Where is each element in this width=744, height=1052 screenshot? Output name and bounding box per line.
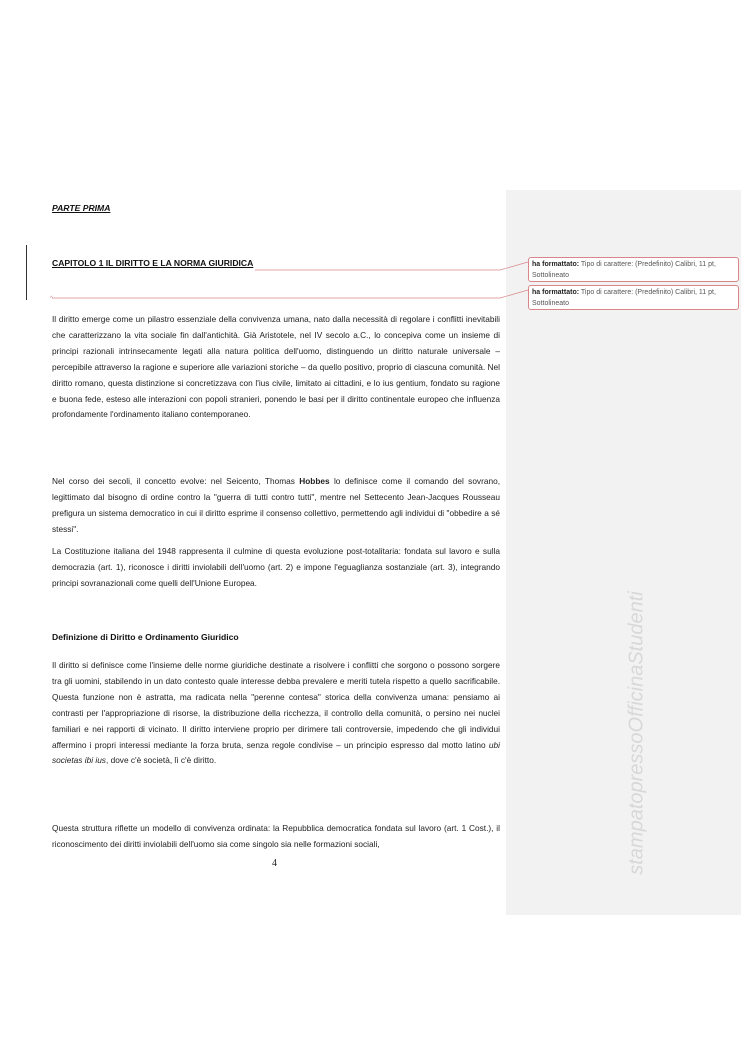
paragraph-structure: Questa struttura riflette un modello di convivenza ordinata: la Repubblica democratica fondata sul lavoro (art. 1 Cost.), il riconoscimento dei diritti inviolabili dell'uomo sia come singolo sia nelle formazioni sociali,	[52, 823, 500, 849]
connector-line-1b	[500, 262, 528, 270]
text: , dove c'è società, lì c'è diritto.	[105, 755, 217, 766]
text: lo definisce come il comando del sovrano, legittimato dal bisogno di ordine contro la "guerra di tutti contro tutti", mentre nel Settecento Jean-Jacques Rousseau prefigura un sistema democratico in cui il diritto esprime il consenso collettivo, permettendo agli individui di "obbedire a sé stessi".	[52, 476, 500, 534]
part-title: PARTE PRIMA	[52, 203, 111, 213]
chapter-title: CAPITOLO 1 IL DIRITTO E LA NORMA GIURIDICA	[52, 258, 254, 268]
connector-line-2b	[500, 290, 528, 298]
latin-motto: ubi societas ibi ius	[52, 739, 500, 766]
section-title: Definizione di Diritto e Ordinamento Giuridico	[52, 632, 239, 642]
paragraph-intro: Il diritto emerge come un pilastro essenziale della convivenza umana, nato dalla necessità di regolare i conflitti inevitabili che caratterizzano la vita sociale fin dall'antichità. Già Aristotele, nel IV secolo a.C., lo concepiva come un insieme di principi razionali intrinsecamente legati alla natura politica dell'uomo, distinguendo un diritto naturale universale – percepibile attraverso la ragione e superiore alle variazioni storiche – da quello positivo, proprio di ciascuna comunità. Nel diritto romano, questa distinzione si concretizzava con l'ius civile, limitato ai cittadini, e lo ius gentium, fondato su ragione e buona fede, esteso alle interazioni con popoli stranieri, ponendo le basi per il diritto continentale europeo che influenza profondamente l'ordinamento italiano contemporaneo.	[52, 314, 500, 420]
page-number: 4	[272, 858, 277, 869]
comment-balloon[interactable]	[528, 285, 739, 310]
insertion-caret: ^	[50, 296, 53, 302]
bold-text: Hobbes	[299, 476, 330, 486]
watermark: stampatopressoOfficinaStudenti	[625, 591, 648, 875]
paragraph-constitution: La Costituzione italiana del 1948 rappresenta il culmine di questa evoluzione post-totalitaria: fondata sul lavoro e sulla democrazia (art. 1), riconosce i diritti inviolabili dell'uomo (art. 2) e impone l'eguaglianza sostanziale (art. 3), integrando principi sovranazionali come quelli dell'Unione Europea.	[52, 546, 500, 588]
text: Nel corso dei secoli, il concetto evolve: nel Seicento, Thomas	[52, 476, 300, 486]
comment-text: Tipo di carattere: (Predefinito) Calibri, 11 pt, Sottolineato	[532, 289, 716, 307]
text: Il diritto si definisce come l'insieme delle norme giuridiche destinate a risolvere i conflitti che sorgono o possono sorgere tra gli uomini, stabilendo in un dato contesto quale interesse debba prevalere e meriti tutela rispetto a quello sacrificabile. Questa funzione non è astratta, ma radicata nella "perenne contesa" storica della convivenza umana: pensiamo ai contrasti per l'appropriazione di risorse, la distribuzione della ricchezza, il controllo della comunità, o persino nei nuclei familiari e nei rapporti di vicinato. Il diritto interviene proprio per dirimere tali controversie, impedendo che gli individui affermino i propri interessi mediante la forza bruta, senza regole condivise – un principio espresso dal motto latino	[52, 660, 500, 750]
comment-text: Tipo di carattere: (Predefinito) Calibri, 11 pt, Sottolineato	[532, 261, 716, 279]
paragraph-history	[52, 474, 500, 538]
comment-balloon[interactable]	[528, 257, 739, 282]
comment-author: ha formattato:	[532, 289, 580, 296]
paragraph-definition	[52, 658, 500, 769]
comment-author: ha formattato:	[532, 261, 580, 268]
